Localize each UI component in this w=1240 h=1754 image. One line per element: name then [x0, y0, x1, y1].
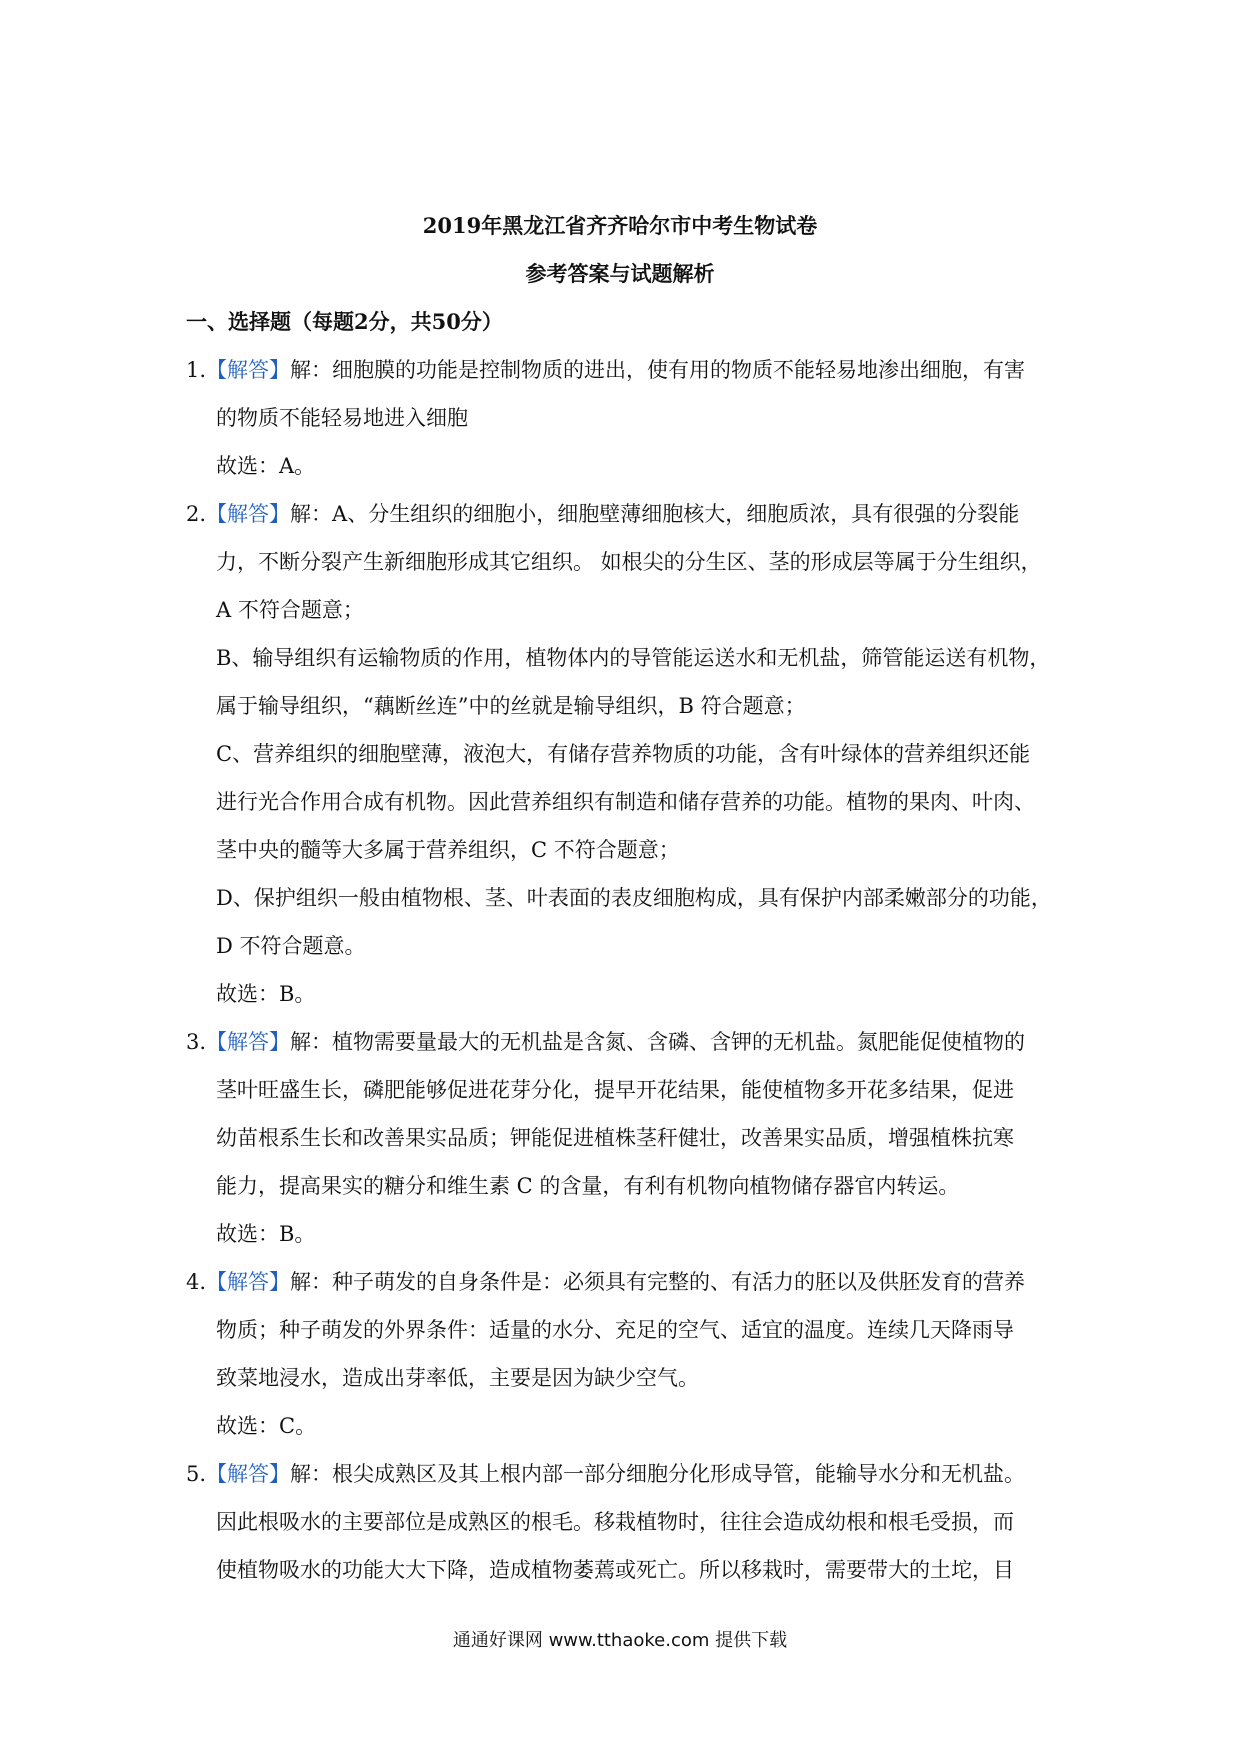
question-1-line-1 — [186, 354, 1025, 384]
question-5-line-1 — [186, 1458, 1025, 1488]
question-2-line-7: 进行光合作用合成有机物。因此营养组织有制造和储存营养的功能。植物的果肉、叶肉、 — [216, 790, 1035, 814]
question-2-line-4: B、输导组织有运输物质的作用，植物体内的导管能运送水和无机盐，筛管能运送有机物， — [216, 646, 1051, 670]
answer-tag: 【解答】 — [206, 1030, 291, 1054]
document-subtitle: 参考答案与试题解析 — [525, 261, 715, 286]
question-number: 2. — [186, 502, 207, 526]
question-number: 3. — [186, 1030, 207, 1054]
document-title: 2019年黑龙江省齐齐哈尔市中考生物试卷 — [422, 213, 818, 238]
question-1-line-2: 的物质不能轻易地进入细胞 — [216, 406, 468, 430]
question-5-line-2: 因此根吸水的主要部位是成熟区的根毛。移栽植物时，往往会造成幼根和根毛受损，而 — [216, 1510, 1014, 1534]
question-3-line-1 — [186, 1026, 1025, 1056]
question-4-line-2: 物质；种子萌发的外界条件：适量的水分、充足的空气、适宜的温度。连续几天降雨导 — [216, 1318, 1014, 1342]
question-2-line-3: A 不符合题意； — [216, 598, 364, 622]
question-text: 解：A、分生组织的细胞小，细胞壁薄细胞核大，细胞质浓，具有很强的分裂能 — [290, 502, 1020, 526]
question-4-line-1 — [186, 1266, 1025, 1296]
question-2-line-2: 力，不断分裂产生新细胞形成其它组织。 如根尖的分生区、茎的形成层等属于分生组织， — [216, 550, 1042, 574]
question-text: 解：植物需要量最大的无机盐是含氮、含磷、含钾的无机盐。氮肥能促使植物的 — [290, 1030, 1026, 1054]
question-3-line-2: 茎叶旺盛生长，磷肥能够促进花芽分化，提早开花结果，能使植物多开花多结果，促进 — [216, 1078, 1014, 1102]
section-heading: 一、选择题（每题2分，共50分） — [186, 309, 503, 334]
question-2-line-6: C、营养组织的细胞壁薄，液泡大，有储存营养物质的功能，含有叶绿体的营养组织还能 — [216, 742, 1031, 766]
answer-tag: 【解答】 — [206, 1462, 291, 1486]
page-footer: 通通好课网 www.tthaoke.com 提供下载 — [452, 1630, 788, 1651]
question-number: 5. — [186, 1462, 207, 1486]
question-4-answer: 故选：C。 — [216, 1414, 317, 1438]
question-number: 1. — [186, 358, 207, 382]
answer-tag: 【解答】 — [206, 1270, 291, 1294]
question-text: 解：根尖成熟区及其上根内部一部分细胞分化形成导管，能输导水分和无机盐。 — [290, 1462, 1026, 1486]
question-3-line-3: 幼苗根系生长和改善果实品质；钾能促进植株茎秆健壮，改善果实品质，增强植株抗寒 — [216, 1126, 1014, 1150]
question-2-line-5: 属于输导组织，“藕断丝连”中的丝就是输导组织，B 符合题意； — [216, 694, 806, 718]
question-text: 解：细胞膜的功能是控制物质的进出，使有用的物质不能轻易地渗出细胞，有害 — [290, 358, 1026, 382]
question-text: 解：种子萌发的自身条件是：必须具有完整的、有活力的胚以及供胚发育的营养 — [290, 1270, 1026, 1294]
question-2-line-10: D 不符合题意。 — [216, 934, 366, 958]
question-2-line-9: D、保护组织一般由植物根、茎、叶表面的表皮细胞构成，具有保护内部柔嫩部分的功能， — [216, 886, 1052, 910]
answer-tag: 【解答】 — [206, 358, 291, 382]
question-2-line-8: 茎中央的髓等大多属于营养组织，C 不符合题意； — [216, 838, 680, 862]
answer-tag: 【解答】 — [206, 502, 291, 526]
question-3-answer: 故选：B。 — [216, 1222, 316, 1246]
question-5-line-3: 使植物吸水的功能大大下降，造成植物萎蔫或死亡。所以移栽时，需要带大的土坨，目 — [216, 1558, 1014, 1582]
question-2-line-1 — [186, 498, 1019, 528]
question-2-answer: 故选：B。 — [216, 982, 316, 1006]
question-number: 4. — [186, 1270, 207, 1294]
question-4-line-3: 致菜地浸水，造成出芽率低，主要是因为缺少空气。 — [216, 1366, 699, 1390]
question-1-answer: 故选：A。 — [216, 454, 316, 478]
question-3-line-4: 能力，提高果实的糖分和维生素 C 的含量，有利有机物向植物储存器官内转运。 — [216, 1174, 960, 1198]
